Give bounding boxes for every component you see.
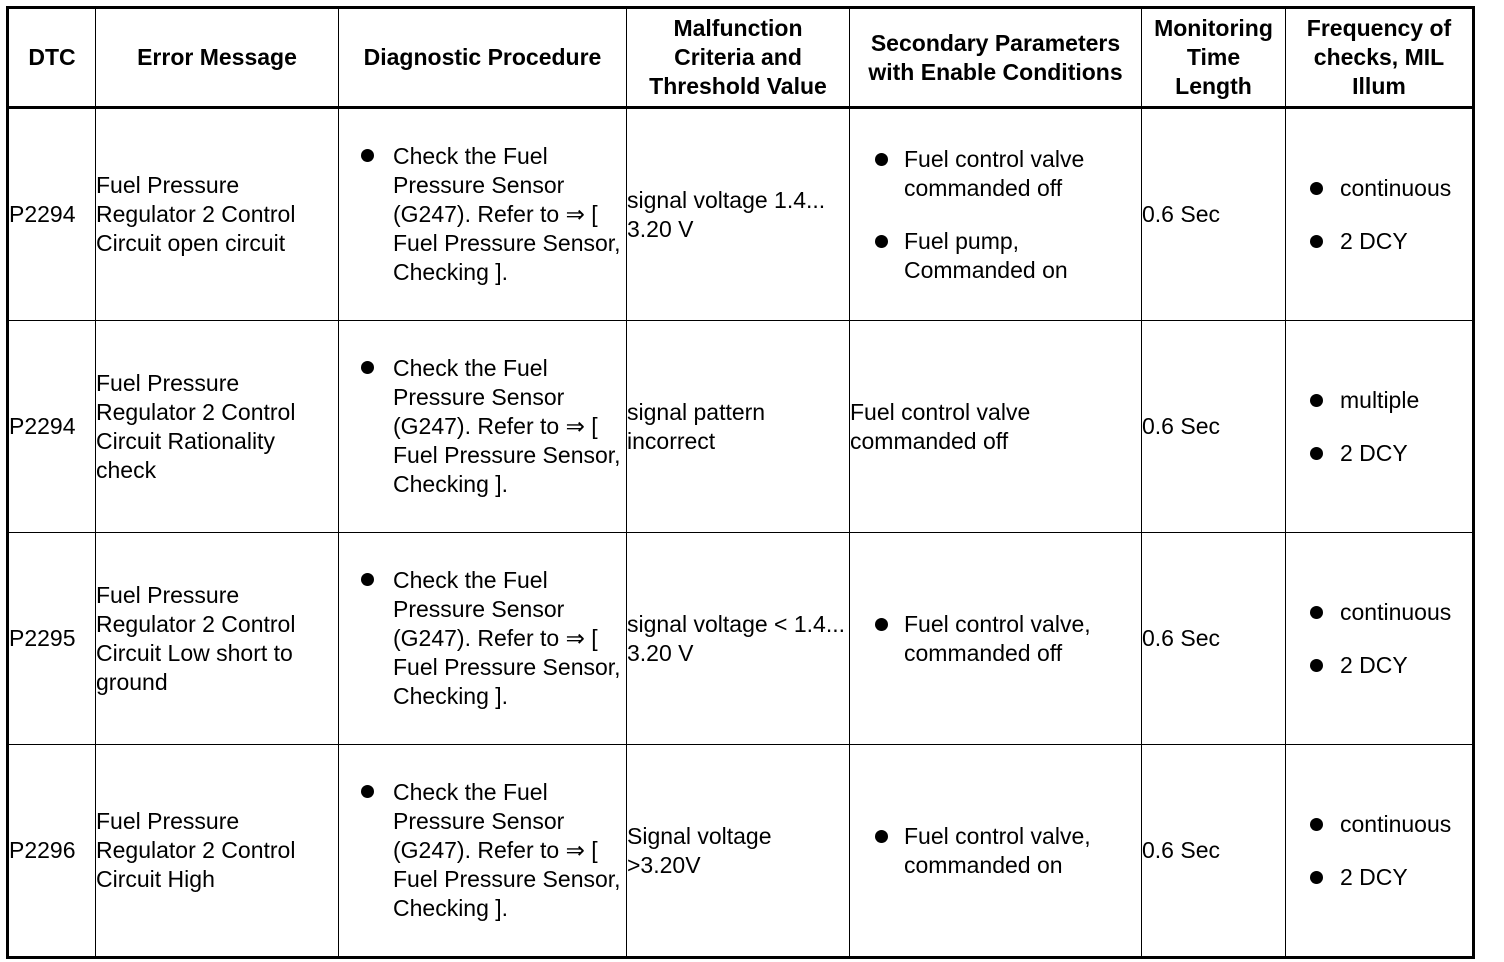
monitoring-time: 0.6 Sec (1142, 745, 1286, 958)
monitoring-time: 0.6 Sec (1142, 108, 1286, 321)
table-row (8, 533, 1474, 745)
frequency (1286, 321, 1474, 533)
frequency-item: 2 DCY (1286, 439, 1472, 468)
dtc-code: P2294 (8, 321, 96, 533)
dtc-table (6, 6, 1475, 959)
monitoring-time: 0.6 Sec (1142, 321, 1286, 533)
error-message: Fuel Pressure Regulator 2 Control Circuit Low short to ground (96, 533, 339, 745)
malfunction-criteria: signal pattern incorrect (627, 321, 850, 533)
table-row (8, 745, 1474, 958)
secondary-parameters: Fuel control valve commanded off (850, 321, 1142, 533)
frequency-item: 2 DCY (1286, 227, 1472, 256)
header-frequency: Frequency of checks, MIL Illum (1286, 8, 1474, 108)
frequency (1286, 745, 1474, 958)
header-diagnostic-procedure: Diagnostic Procedure (339, 8, 627, 108)
error-message: Fuel Pressure Regulator 2 Control Circuit High (96, 745, 339, 958)
header-secondary-parameters: Secondary Parameters with Enable Conditions (850, 8, 1142, 108)
frequency-item: continuous (1286, 174, 1472, 203)
procedure-item: Check the Fuel Pressure Sensor (G247). Refer to ⇒ [ Fuel Pressure Sensor, Checking ]. (339, 566, 626, 711)
frequency (1286, 108, 1474, 321)
procedure-item: Check the Fuel Pressure Sensor (G247). Refer to ⇒ [ Fuel Pressure Sensor, Checking ]. (339, 778, 626, 923)
malfunction-criteria: signal voltage 1.4... 3.20 V (627, 108, 850, 321)
secondary-item: Fuel control valve commanded off (850, 145, 1141, 203)
table-row (8, 108, 1474, 321)
frequency (1286, 533, 1474, 745)
diagnostic-procedure (339, 745, 627, 958)
error-message: Fuel Pressure Regulator 2 Control Circuit Rationality check (96, 321, 339, 533)
malfunction-criteria: signal voltage < 1.4... 3.20 V (627, 533, 850, 745)
frequency-item: 2 DCY (1286, 651, 1472, 680)
malfunction-criteria: Signal voltage >3.20V (627, 745, 850, 958)
secondary-parameters (850, 108, 1142, 321)
error-message: Fuel Pressure Regulator 2 Control Circuit open circuit (96, 108, 339, 321)
header-error-message: Error Message (96, 8, 339, 108)
table-row (8, 321, 1474, 533)
frequency-item: 2 DCY (1286, 863, 1472, 892)
secondary-item: Fuel pump, Commanded on (850, 227, 1141, 285)
header-row (8, 8, 1474, 108)
header-dtc: DTC (8, 8, 96, 108)
frequency-item: multiple (1286, 386, 1472, 415)
secondary-parameters (850, 745, 1142, 958)
secondary-item: Fuel control valve, commanded on (850, 822, 1141, 880)
frequency-item: continuous (1286, 598, 1472, 627)
diagnostic-procedure (339, 533, 627, 745)
header-malfunction-criteria: Malfunction Criteria and Threshold Value (627, 8, 850, 108)
diagnostic-procedure (339, 108, 627, 321)
dtc-code: P2294 (8, 108, 96, 321)
dtc-code: P2296 (8, 745, 96, 958)
frequency-item: continuous (1286, 810, 1472, 839)
diagnostic-procedure (339, 321, 627, 533)
header-monitoring-time: Monitoring Time Length (1142, 8, 1286, 108)
monitoring-time: 0.6 Sec (1142, 533, 1286, 745)
secondary-parameters (850, 533, 1142, 745)
procedure-item: Check the Fuel Pressure Sensor (G247). Refer to ⇒ [ Fuel Pressure Sensor, Checking ]. (339, 354, 626, 499)
procedure-item: Check the Fuel Pressure Sensor (G247). Refer to ⇒ [ Fuel Pressure Sensor, Checking ]. (339, 142, 626, 287)
secondary-item: Fuel control valve, commanded off (850, 610, 1141, 668)
dtc-code: P2295 (8, 533, 96, 745)
